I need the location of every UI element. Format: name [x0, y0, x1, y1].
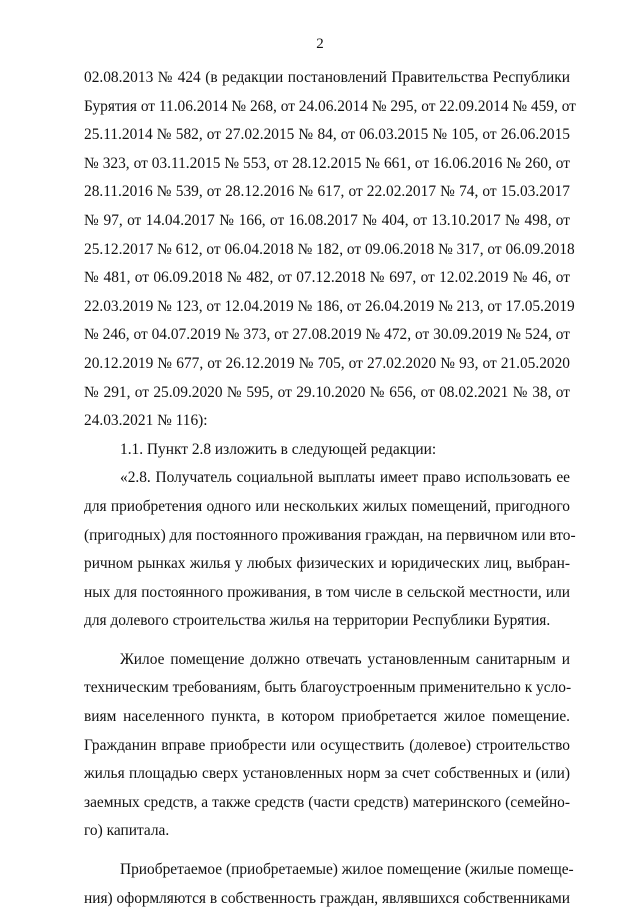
- text-line: № 246, от 04.07.2019 № 373, от 27.08.2019 № 472, от 30.09.2019 № 524, от: [84, 326, 570, 344]
- text-line: ных для постоянного проживания, в том числе в сельской местности, или: [84, 583, 570, 601]
- paragraph-housing-requirements: [84, 646, 570, 846]
- text-line: жилья площадью сверх установленных норм за счет собственных и (или): [84, 765, 570, 783]
- paragraph-ownership: [84, 856, 574, 913]
- text-line: ричном рынках жилья у любых физических и юридических лиц, выбран-: [84, 555, 570, 573]
- paragraph-resolution-list: [84, 64, 576, 436]
- text-line: 20.12.2019 № 677, от 26.12.2019 № 705, от 27.02.2020 № 93, от 21.05.2020: [84, 354, 570, 372]
- text-line: заемных средств, а также средств (части средств) материнского (семейно-: [84, 793, 570, 811]
- paragraph-clause-heading: [84, 436, 570, 465]
- text-line: ния) оформляются в собственность граждан, являвшихся собственниками: [84, 889, 570, 907]
- text-line: для приобретения одного или нескольких жилых помещений, пригодного: [84, 497, 570, 515]
- text-line: № 291, от 25.09.2020 № 595, от 29.10.2020 № 656, от 08.02.2021 № 38, от: [84, 383, 570, 401]
- text-line: 28.11.2016 № 539, от 28.12.2016 № 617, от 22.02.2017 № 74, от 15.03.2017: [84, 183, 570, 201]
- text-line: № 323, от 03.11.2015 № 553, от 28.12.2015 № 661, от 16.06.2016 № 260, от: [84, 154, 570, 172]
- text-line: Гражданин вправе приобрести или осуществить (долевое) строительство: [84, 736, 570, 754]
- text-line: 24.03.2021 № 116):: [84, 412, 208, 430]
- text-line: Жилое помещение должно отвечать установленным санитарным и: [120, 650, 570, 668]
- text-line: Бурятия от 11.06.2014 № 268, от 24.06.2014 № 295, от 22.09.2014 № 459, от: [84, 97, 576, 115]
- text-line: 1.1. Пункт 2.8 изложить в следующей редакции:: [120, 440, 437, 458]
- page-number: 2: [316, 36, 324, 52]
- text-line: го) капитала.: [84, 822, 170, 840]
- text-line: (пригодных) для постоянного проживания граждан, на первичном или вто-: [84, 526, 576, 544]
- text-line: «2.8. Получатель социальной выплаты имеет право использовать ее: [120, 469, 570, 487]
- text-line: 02.08.2013 № 424 (в редакции постановлений Правительства Республики: [84, 69, 570, 86]
- text-line: техническим требованиям, быть благоустроенным применительно к усло-: [84, 679, 572, 697]
- paragraph-clause-2-8: [84, 464, 576, 636]
- text-line: виям населенного пункта, в котором приобретается жилое помещение.: [84, 708, 570, 726]
- text-line: 22.03.2019 № 123, от 12.04.2019 № 186, от 26.04.2019 № 213, от 17.05.2019: [84, 297, 575, 315]
- text-line: 25.11.2014 № 582, от 27.02.2015 № 84, от 06.03.2015 № 105, от 26.06.2015: [84, 126, 570, 144]
- text-line: № 97, от 14.04.2017 № 166, от 16.08.2017 № 404, от 13.10.2017 № 498, от: [84, 211, 570, 229]
- text-line: № 481, от 06.09.2018 № 482, от 07.12.2018 № 697, от 12.02.2019 № 46, от: [84, 269, 570, 287]
- text-line: 25.12.2017 № 612, от 06.04.2018 № 182, от 09.06.2018 № 317, от 06.09.2018: [84, 240, 575, 258]
- document-body: [84, 64, 576, 913]
- text-line: для долевого строительства жилья на территории Республики Бурятия.: [84, 612, 551, 630]
- text-line: Приобретаемое (приобретаемые) жилое помещение (жилые помеще-: [120, 861, 574, 879]
